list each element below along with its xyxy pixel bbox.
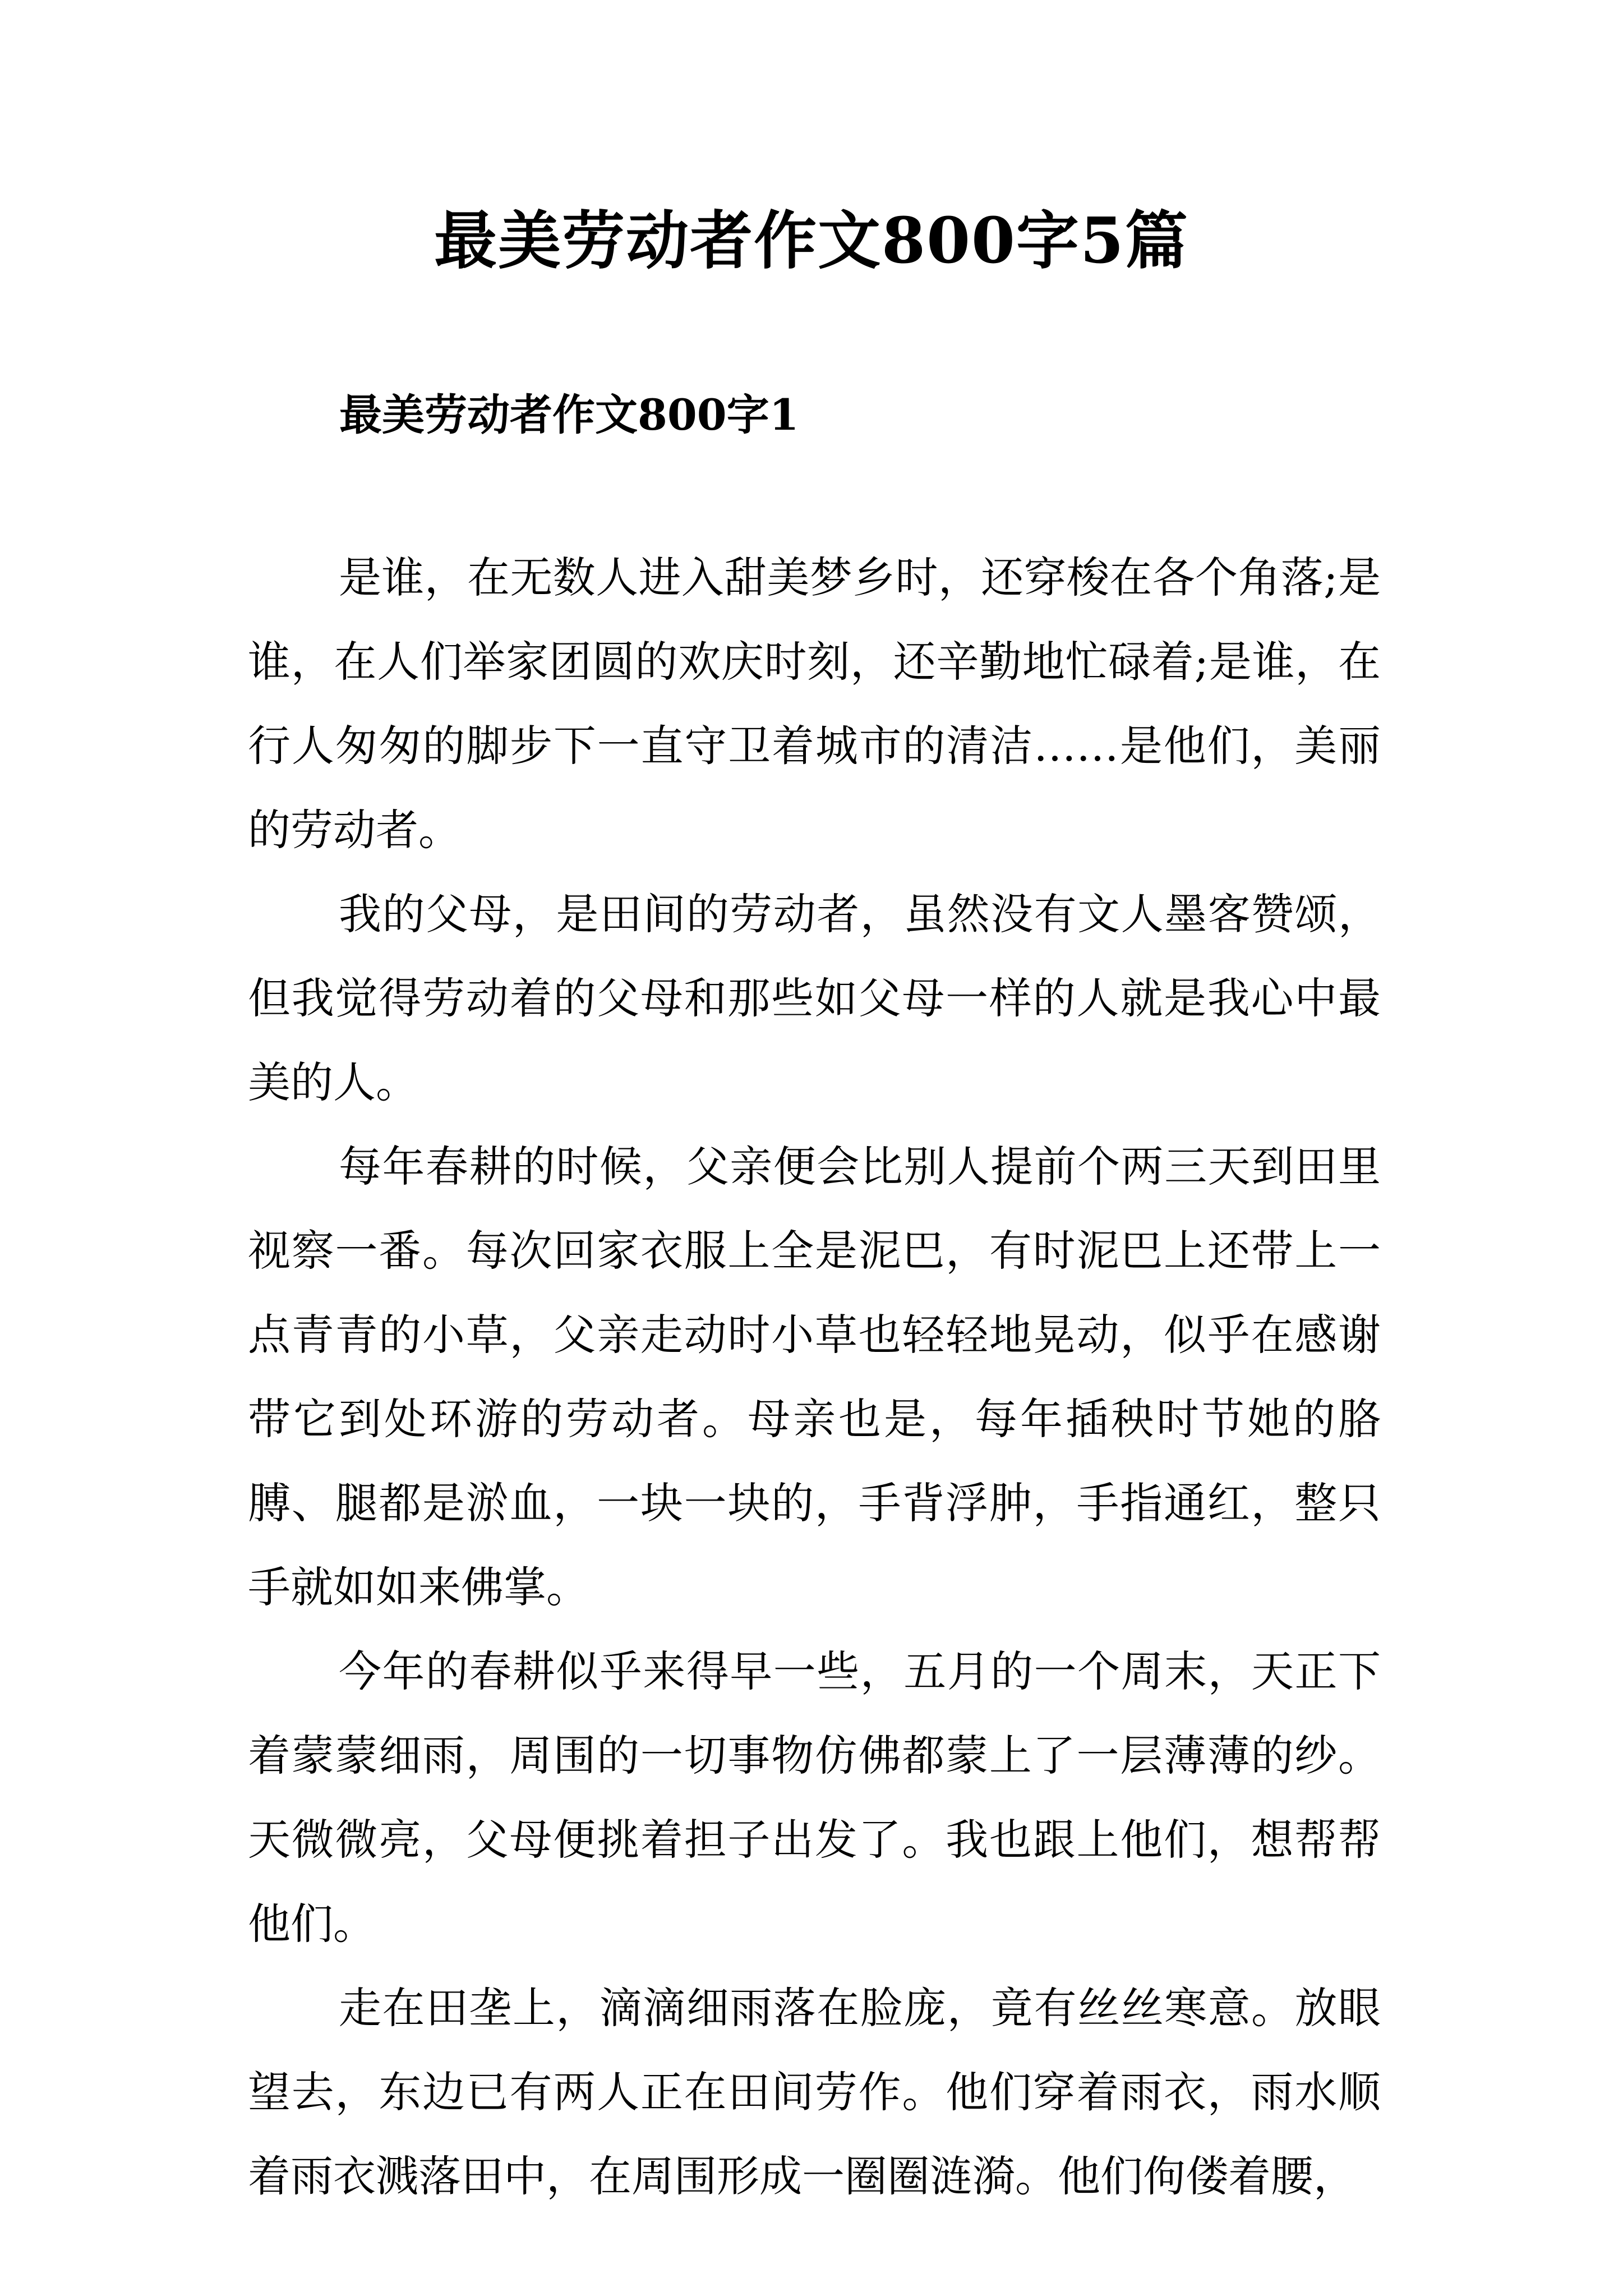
paragraph-2: 我的父母，是田间的劳动者，虽然没有文人墨客赞颂，但我觉得劳动着的父母和那些如父母一样的人就是我心中最美的人。 <box>248 889 1381 1107</box>
paragraph-5: 走在田垄上，滴滴细雨落在脸庞，竟有丝丝寒意。放眼望去，东边已有两人正在田间劳作。他们穿着雨衣，雨水顺着雨衣溅落田中，在周围形成一圈圈涟漪。他们佝偻着腰， <box>248 1983 1381 2201</box>
document-title: 最美劳动者作文800字5篇 <box>434 204 1189 278</box>
section-heading: 最美劳动者作文800字1 <box>339 390 799 440</box>
paragraph-4: 今年的春耕似乎来得早一些，五月的一个周末，天正下着蒙蒙细雨，周围的一切事物仿佛都蒙上了一层薄薄的纱。天微微亮，父母便挑着担子出发了。我也跟上他们，想帮帮他们。 <box>248 1646 1381 1949</box>
essay-body <box>248 536 1381 2219</box>
paragraph-3: 每年春耕的时候，父亲便会比别人提前个两三天到田里视察一番。每次回家衣服上全是泥巴，有时泥巴上还带上一点青青的小草，父亲走动时小草也轻轻地晃动，似乎在感谢带它到处环游的劳动者。母亲也是，每年插秧时节她的胳膊、腿都是淤血，一块一块的，手背浮肿，手指通红，整只手就如如来佛掌。 <box>248 1142 1381 1612</box>
paragraph-1: 是谁，在无数人进入甜美梦乡时，还穿梭在各个角落;是谁，在人们举家团圆的欢庆时刻，还辛勤地忙碌着;是谁，在行人匆匆的脚步下一直守卫着城市的清洁……是他们，美丽的劳动者。 <box>248 553 1381 855</box>
